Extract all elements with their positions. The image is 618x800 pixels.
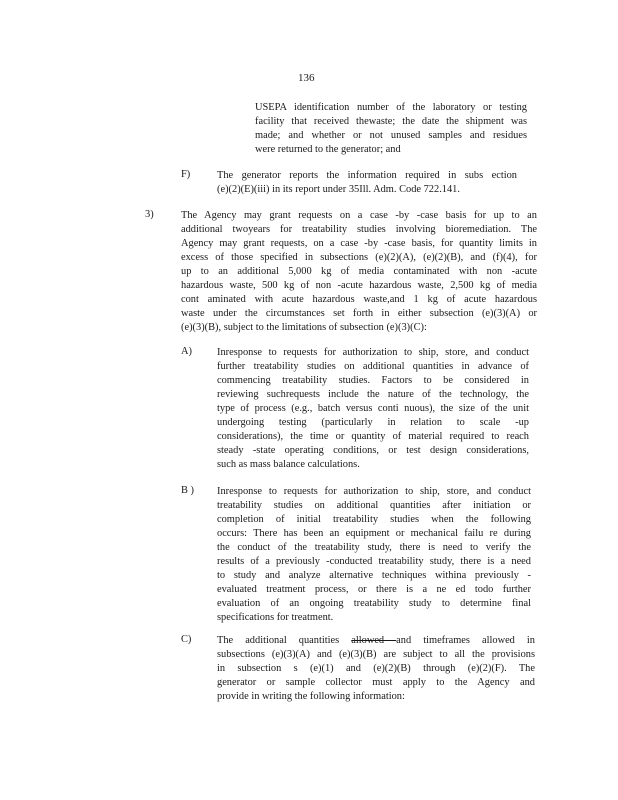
text-line: Inresponse to requests for authorization to ship, store, and conduct: [217, 486, 531, 497]
item-3-paragraph: [181, 209, 537, 335]
text-line: provide in writing the following information:: [217, 691, 405, 702]
item-f-paragraph: [217, 169, 517, 197]
text-line: occurs: There has been an equipment or mechanical failu re during: [217, 528, 531, 539]
text-line: to study and analyze alternative techniques withina previously -: [217, 570, 531, 581]
text-line: excess of those specified in subsections (e)(2)(A), (e)(2)(B), and (f)(4), for: [181, 252, 537, 263]
text-line: considerations), the time or quantity of material required to reach: [217, 431, 529, 442]
text-line: results of a previously -conducted treatability study, there is a need: [217, 556, 531, 567]
text-line: Inresponse to requests for authorization to ship, store, and conduct: [217, 347, 529, 358]
text-line: The generator reports the information required in subs ection: [217, 170, 517, 181]
item-label-3: 3): [145, 209, 154, 220]
text-line: (e)(3)(B), subject to the limitations of subsection (e)(3)(C):: [181, 322, 427, 333]
text-line: the conduct of the treatability study, there is need to verify the: [217, 542, 531, 553]
struck-text: allowed: [351, 635, 397, 646]
item-c-paragraph: [217, 634, 535, 704]
text-line: steady -state operating conditions, or test design considerations,: [217, 445, 529, 456]
text-line: cont aminated with acute hazardous waste,and 1 kg of acute hazardous: [181, 294, 537, 305]
text-line: subsections (e)(3)(A) and (e)(3)(B) are subject to all the provisions: [217, 649, 535, 660]
text-line: facility that received thewaste; the date the shipment was: [255, 116, 527, 127]
item-label-a: A): [181, 346, 192, 357]
text-line: specifications for treatment.: [217, 612, 334, 623]
text-line: additional twoyears for treatability studies involving bioremediation. The: [181, 224, 537, 235]
text-run: and timeframes allowed in: [396, 635, 535, 646]
continuation-paragraph: [255, 101, 527, 157]
text-line: reviewing suchrequests include the nature of the technology, the: [217, 389, 529, 400]
item-label-b: B ): [181, 485, 194, 496]
text-run: The additional quantities: [217, 635, 352, 646]
text-line: evaluation of an ongoing treatability study to determine final: [217, 598, 531, 609]
text-line: hazardous waste, 500 kg of non -acute hazardous waste, 2,500 kg of media: [181, 280, 537, 291]
text-line: The Agency may grant requests on a case -by -case basis for up to an: [181, 210, 537, 221]
page-number: 136: [298, 72, 315, 84]
text-line: evaluated treatment process, or there is a ne ed todo further: [217, 584, 531, 595]
text-line: waste under the circumstances set forth in either subsection (e)(3)(A) or: [181, 308, 537, 319]
text-line: commencing treatability studies. Factors to be considered in: [217, 375, 529, 386]
item-label-f: F): [181, 169, 191, 180]
text-line: USEPA identification number of the laboratory or testing: [255, 102, 527, 113]
item-b-paragraph: [217, 485, 531, 625]
text-line: type of process (e.g., batch versus conti nuous), the size of the unit: [217, 403, 529, 414]
text-line: in subsection s (e)(1) and (e)(2)(B) through (e)(2)(F). The: [217, 663, 535, 674]
text-line: generator or sample collector must apply to the Agency and: [217, 677, 535, 688]
item-label-c: C): [181, 634, 192, 645]
text-line: were returned to the generator; and: [255, 144, 401, 155]
text-line: further treatability studies on additional quantities in advance of: [217, 361, 529, 372]
text-line: [217, 634, 535, 648]
text-line: up to an additional 5,000 kg of media contaminated with non -acute: [181, 266, 537, 277]
text-line: undergoing testing (particularly in relation to scale -up: [217, 417, 529, 428]
text-line: Agency may grant requests, on a case -by -case basis, for quantity limits in: [181, 238, 537, 249]
text-line: completion of initial treatability studies when the following: [217, 514, 531, 525]
text-line: (e)(2)(E)(iii) in its report under 35Ill. Adm. Code 722.141.: [217, 184, 460, 195]
text-line: such as mass balance calculations.: [217, 459, 360, 470]
text-line: made; and whether or not unused samples and residues: [255, 130, 527, 141]
item-a-paragraph: [217, 346, 529, 472]
text-line: treatability studies on additional quantities after initiation or: [217, 500, 531, 511]
